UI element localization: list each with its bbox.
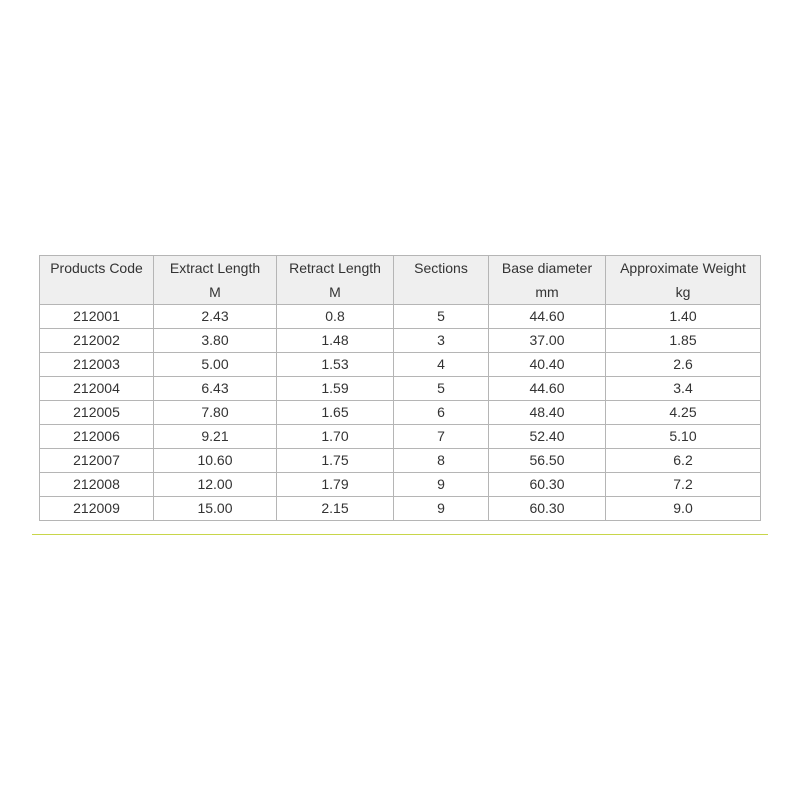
cell-retract-length: 1.59	[277, 377, 394, 401]
cell-sections: 4	[394, 353, 489, 377]
table-row	[40, 305, 761, 329]
table-row	[40, 425, 761, 449]
cell-base-diameter: 52.40	[489, 425, 606, 449]
cell-products-code: 212008	[40, 473, 154, 497]
header-unit: M	[209, 284, 221, 300]
cell-base-diameter: 44.60	[489, 305, 606, 329]
cell-extract-length: 7.80	[154, 401, 277, 425]
cell-retract-length: 1.75	[277, 449, 394, 473]
cell-extract-length: 9.21	[154, 425, 277, 449]
cell-approximate-weight: 2.6	[606, 353, 761, 377]
header-row	[40, 256, 761, 305]
cell-approximate-weight: 3.4	[606, 377, 761, 401]
cell-sections: 6	[394, 401, 489, 425]
product-spec-table	[39, 255, 761, 521]
header-unit: kg	[675, 284, 691, 300]
cell-retract-length: 1.53	[277, 353, 394, 377]
cell-products-code: 212009	[40, 497, 154, 521]
table-row	[40, 449, 761, 473]
cell-sections: 3	[394, 329, 489, 353]
header-label: Base diameter	[501, 260, 593, 276]
header-label: Sections	[414, 260, 468, 276]
cell-approximate-weight: 6.2	[606, 449, 761, 473]
cell-extract-length: 10.60	[154, 449, 277, 473]
header-label: Extract Length	[169, 260, 261, 276]
cell-base-diameter: 60.30	[489, 473, 606, 497]
table-row	[40, 497, 761, 521]
header-unit: M	[329, 284, 341, 300]
table-row	[40, 353, 761, 377]
cell-base-diameter: 40.40	[489, 353, 606, 377]
cell-extract-length: 3.80	[154, 329, 277, 353]
cell-sections: 5	[394, 305, 489, 329]
header-base-diameter	[489, 256, 606, 305]
cell-base-diameter: 60.30	[489, 497, 606, 521]
cell-products-code: 212001	[40, 305, 154, 329]
table-row	[40, 377, 761, 401]
cell-approximate-weight: 1.40	[606, 305, 761, 329]
header-extract-length	[154, 256, 277, 305]
cell-retract-length: 1.65	[277, 401, 394, 425]
cell-sections: 9	[394, 497, 489, 521]
header-label: Approximate Weight	[620, 260, 746, 276]
cell-sections: 8	[394, 449, 489, 473]
table-row	[40, 473, 761, 497]
cell-extract-length: 6.43	[154, 377, 277, 401]
cell-sections: 5	[394, 377, 489, 401]
cell-approximate-weight: 7.2	[606, 473, 761, 497]
cell-base-diameter: 37.00	[489, 329, 606, 353]
cell-products-code: 212003	[40, 353, 154, 377]
cell-retract-length: 1.79	[277, 473, 394, 497]
cell-approximate-weight: 9.0	[606, 497, 761, 521]
cell-retract-length: 2.15	[277, 497, 394, 521]
cell-products-code: 212004	[40, 377, 154, 401]
cell-extract-length: 2.43	[154, 305, 277, 329]
cell-retract-length: 1.70	[277, 425, 394, 449]
header-products-code	[40, 256, 154, 305]
table-row	[40, 401, 761, 425]
header-approximate-weight	[606, 256, 761, 305]
cell-sections: 9	[394, 473, 489, 497]
cell-base-diameter: 44.60	[489, 377, 606, 401]
cell-products-code: 212007	[40, 449, 154, 473]
cell-base-diameter: 48.40	[489, 401, 606, 425]
cell-base-diameter: 56.50	[489, 449, 606, 473]
header-retract-length	[277, 256, 394, 305]
cell-sections: 7	[394, 425, 489, 449]
cell-retract-length: 0.8	[277, 305, 394, 329]
cell-products-code: 212002	[40, 329, 154, 353]
accent-divider	[32, 534, 768, 535]
cell-extract-length: 12.00	[154, 473, 277, 497]
cell-retract-length: 1.48	[277, 329, 394, 353]
table-row	[40, 329, 761, 353]
cell-extract-length: 5.00	[154, 353, 277, 377]
cell-approximate-weight: 4.25	[606, 401, 761, 425]
cell-products-code: 212005	[40, 401, 154, 425]
cell-extract-length: 15.00	[154, 497, 277, 521]
cell-approximate-weight: 1.85	[606, 329, 761, 353]
header-unit: mm	[535, 284, 559, 300]
cell-approximate-weight: 5.10	[606, 425, 761, 449]
cell-products-code: 212006	[40, 425, 154, 449]
header-label: Retract Length	[289, 260, 381, 276]
header-label: Products Code	[50, 260, 143, 276]
header-sections	[394, 256, 489, 305]
